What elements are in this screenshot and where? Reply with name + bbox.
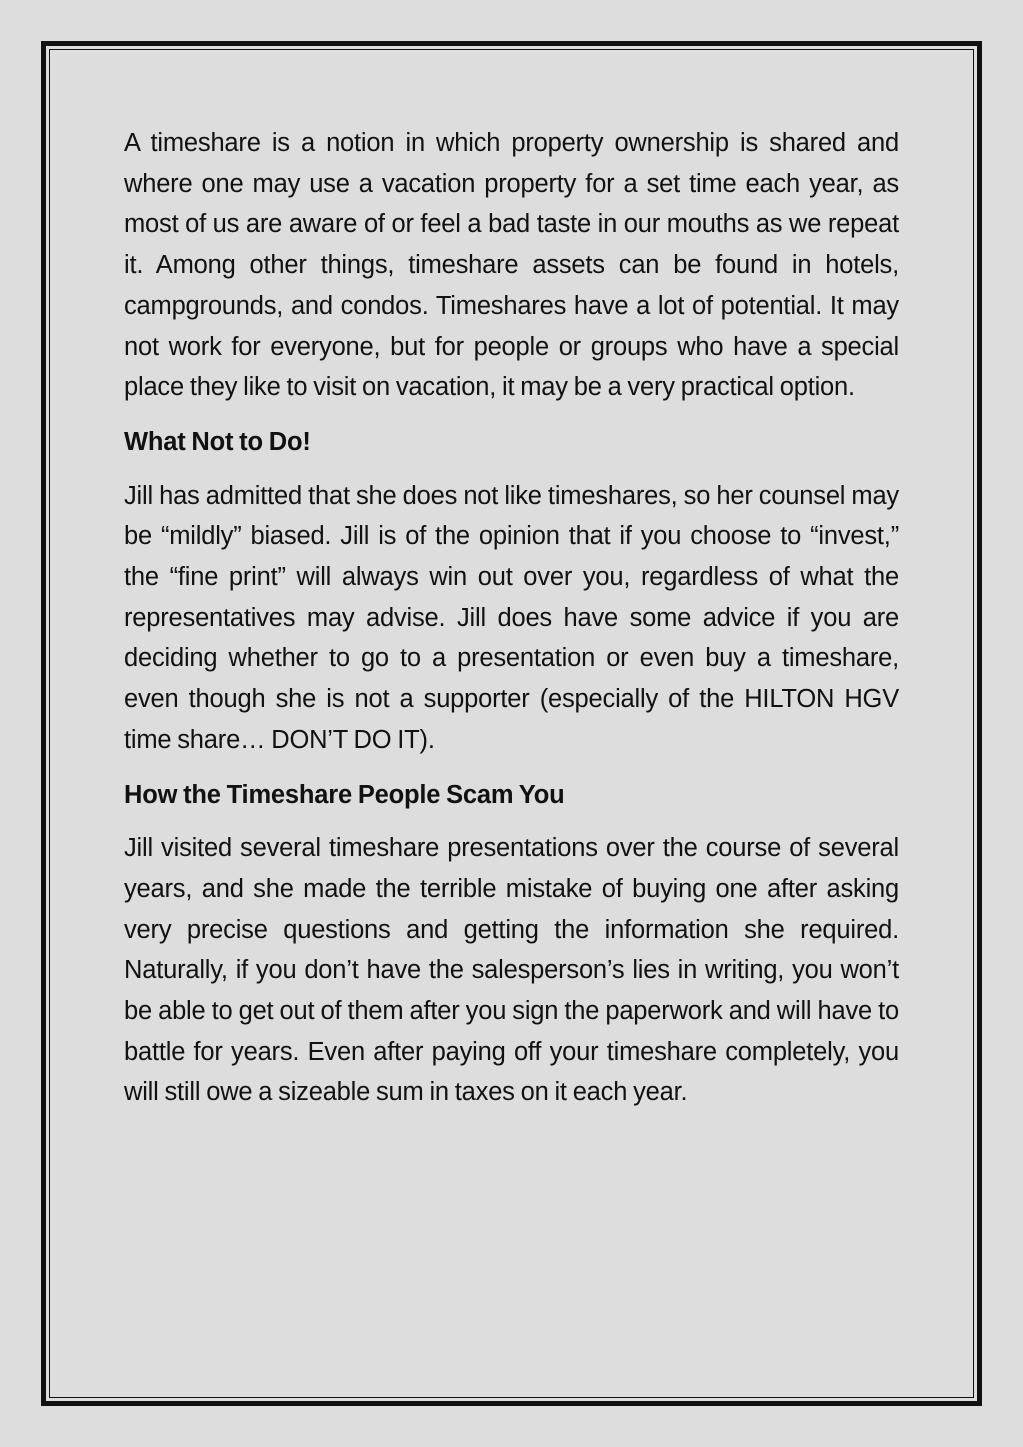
timeshare-scam-paragraph: Jill visited several timeshare presentations over the course of several years, and she made the terrible mistake of buying one after asking very precise questions and getting the information she required. Naturally, if you don’t have the salesperson’s lies in writing, you won’t be able to get out of them after you sign the paperwork and will have to battle for years. Even after paying off your timeshare completely, you will still owe a sizeable sum in taxes on it each year. [124,834,899,1107]
what-not-to-do-heading: What Not to Do! [124,427,311,456]
what-not-to-do-paragraph: Jill has admitted that she does not like timeshares, so her counsel may be “mildly” biased. Jill is of the opinion that if you choose to “invest,” the “fine print” will always win out over you, regardless of what the representatives may advise. Jill does have some advice if you are deciding whether to go to a presentation or even buy a timeshare, even though she is not a supporter (especially of the HILTON HGV time share… DON’T DO IT). [124,481,899,754]
document-body [124,123,899,1127]
intro-paragraph: A timeshare is a notion in which property ownership is shared and where one may use a vacation property for a set time each year, as most of us are aware of or feel a bad taste in our mouths as we repeat it. Among other things, timeshare assets can be found in hotels, campgrounds, and condos. Timeshares have a lot of potential. It may not work for everyone, but for people or groups who have a special place they like to visit on vacation, it may be a very practical option. [124,129,899,402]
timeshare-scam-heading: How the Timeshare People Scam You [124,780,565,809]
